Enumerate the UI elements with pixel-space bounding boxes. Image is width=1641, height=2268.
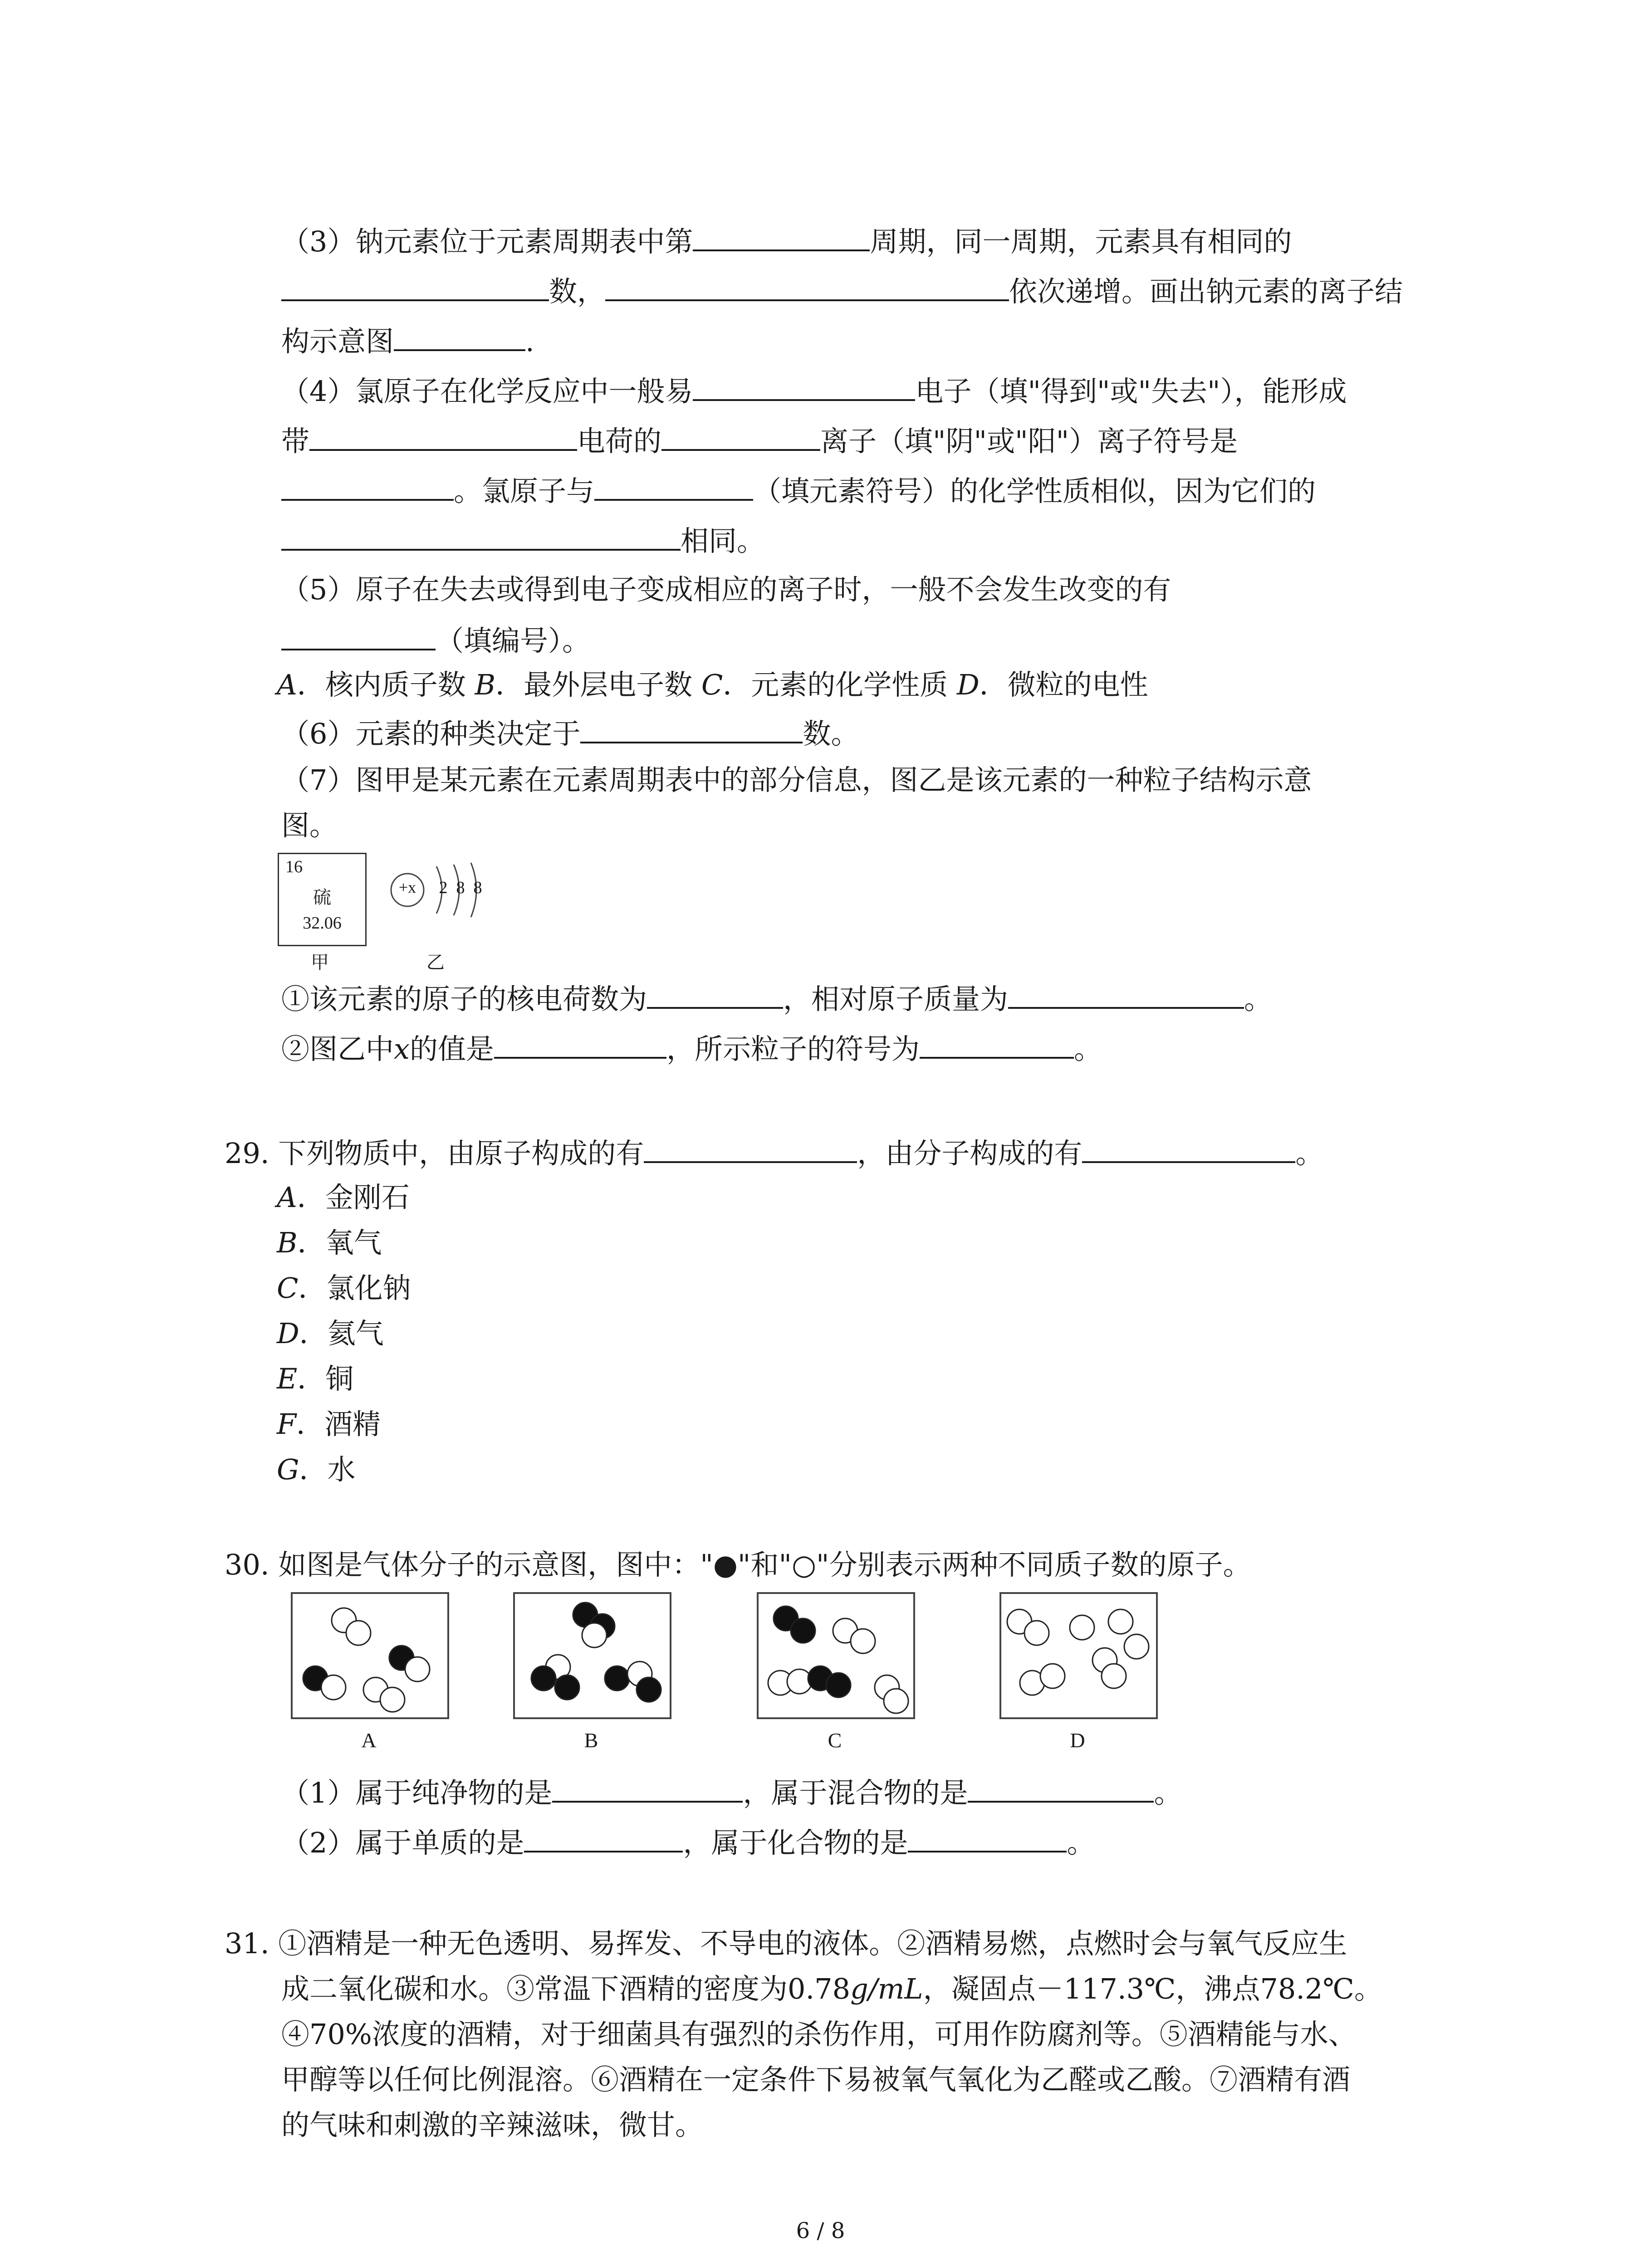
white-atom <box>405 1657 430 1681</box>
shell-electrons: 2 <box>439 878 448 897</box>
molecule-diagrams <box>281 1592 1166 1742</box>
molecule-box-a <box>292 1593 448 1718</box>
black-atom <box>555 1675 579 1700</box>
q31-line4: 甲醇等以任何比例混溶。⑥酒精在一定条件下易被氧气氧化为乙醛或乙酸。⑦酒精有酒 <box>281 2063 1351 2096</box>
q31-line1: 31. ①酒精是一种无色透明、易挥发、不导电的液体。②酒精易燃，点燃时会与氧气反应生 <box>225 1927 1347 1960</box>
answer-blank[interactable] <box>605 272 1009 301</box>
molecule-box-c <box>758 1593 914 1718</box>
answer-blank[interactable] <box>524 1823 683 1853</box>
q28-p3-line1: （3）钠元素位于元素周期表中第 周期，同一周期，元素具有相同的 <box>281 222 1292 260</box>
molecule-box-b <box>514 1593 671 1718</box>
q28-p4-line3: 。氯原子与 （填元素符号）的化学性质相似，因为它们的 <box>281 472 1316 509</box>
element-name: 硫 <box>313 887 331 908</box>
figure-caption-jia: 甲 <box>311 952 329 973</box>
q31-line2: 成二氧化碳和水。③常温下酒精的密度为0.78g/mL，凝固点－117.3℃，沸点78.2℃。 <box>281 1972 1382 2005</box>
q28-p5-line2: （填编号）。 <box>281 621 590 659</box>
white-atom <box>884 1689 908 1713</box>
black-atom <box>826 1673 851 1697</box>
shell-electrons: 8 <box>473 878 482 897</box>
black-atom <box>637 1677 661 1702</box>
q28-p7-line1: （7）图甲是某元素在元素周期表中的部分信息，图乙是该元素的一种粒子结构示意 <box>281 763 1312 797</box>
q30-p1: （1）属于纯净物的是 ，属于混合物的是 。 <box>281 1774 1182 1811</box>
white-atom <box>1040 1664 1065 1688</box>
box-label: D <box>1070 1729 1085 1752</box>
q31-line3: ④70%浓度的酒精，对于细菌具有强烈的杀伤作用，可用作防腐剂等。⑤酒精能与水、 <box>281 2018 1357 2051</box>
answer-blank[interactable] <box>309 422 577 451</box>
answer-blank[interactable] <box>920 1030 1074 1059</box>
black-atom <box>531 1666 556 1691</box>
white-atom <box>1108 1609 1133 1634</box>
q31-line5: 的气味和刺激的辛辣滋味，微甘。 <box>281 2108 704 2141</box>
white-atom <box>321 1675 346 1700</box>
q29-option: C．氯化钠 <box>277 1271 411 1305</box>
q29-option: G．水 <box>277 1453 356 1486</box>
answer-blank[interactable] <box>281 522 681 551</box>
figure-caption-yi: 乙 <box>426 952 445 973</box>
white-atom <box>1024 1621 1049 1645</box>
white-atom <box>1124 1634 1149 1659</box>
answer-blank[interactable] <box>1082 1134 1295 1163</box>
answer-blank[interactable] <box>908 1823 1067 1853</box>
q30-p2: （2）属于单质的是 ，属于化合物的是 。 <box>281 1823 1095 1861</box>
q28-p7-sub1: ①该元素的原子的核电荷数为 ，相对原子质量为 。 <box>281 980 1272 1017</box>
q28-p7-line2: 图。 <box>281 809 338 842</box>
answer-blank[interactable] <box>552 1774 743 1803</box>
answer-blank[interactable] <box>1008 980 1244 1009</box>
box-label: C <box>828 1729 842 1752</box>
answer-blank[interactable] <box>281 272 549 301</box>
q28-p7-sub2: ②图乙中x的值是 ，所示粒子的符号为 。 <box>281 1030 1102 1067</box>
q28-p3-line2: 数， 依次递增。画出钠元素的离子结 <box>281 272 1403 310</box>
q28-p3-line3: 构示意图 . <box>281 322 534 360</box>
q29-option: B．氧气 <box>277 1226 382 1259</box>
periodic-table-cell-figure <box>278 853 367 946</box>
answer-blank[interactable] <box>693 222 870 251</box>
answer-blank[interactable] <box>281 621 436 650</box>
nucleus-charge: +x <box>398 878 416 896</box>
answer-blank[interactable] <box>647 980 783 1009</box>
page-number: 6 / 8 <box>796 2218 845 2244</box>
q28-p6: （6）元素的种类决定于 数。 <box>281 714 859 752</box>
atomic-number: 16 <box>285 857 303 876</box>
answer-blank[interactable] <box>644 1134 857 1163</box>
q29-option: D．氦气 <box>277 1317 384 1350</box>
q28-p5-options: A．核内质子数 B．最外层电子数 C．元素的化学性质 D．微粒的电性 <box>277 668 1148 701</box>
q29-option: A．金刚石 <box>277 1181 410 1214</box>
q28-p4-line2: 带 电荷的 离子（填"阴"或"阳"）离子符号是 <box>281 422 1238 459</box>
answer-blank[interactable] <box>394 322 525 351</box>
q30-stem: 30. 如图是气体分子的示意图，图中："●"和"○"分别表示两种不同质子数的原子。 <box>225 1548 1251 1581</box>
answer-blank[interactable] <box>281 472 454 501</box>
white-atom <box>346 1621 371 1645</box>
q28-p4-line4: 相同。 <box>281 522 765 559</box>
white-atom <box>582 1623 607 1647</box>
answer-blank[interactable] <box>661 422 820 451</box>
answer-blank[interactable] <box>594 472 753 501</box>
white-atom <box>380 1687 405 1712</box>
answer-blank[interactable] <box>968 1774 1154 1803</box>
black-atom <box>605 1666 629 1691</box>
answer-blank[interactable] <box>494 1030 666 1059</box>
black-atom <box>791 1618 815 1643</box>
answer-blank[interactable] <box>580 714 803 743</box>
molecule-box-d <box>1000 1593 1157 1718</box>
white-atom <box>1102 1664 1126 1688</box>
q29-option: F．酒精 <box>277 1408 381 1441</box>
q28-p5-line1: （5）原子在失去或得到电子变成相应的离子时，一般不会发生改变的有 <box>281 573 1171 606</box>
box-label: A <box>361 1729 377 1752</box>
atomic-mass: 32.06 <box>303 914 342 933</box>
q28-p4-line1: （4）氯原子在化学反应中一般易 电子（填"得到"或"失去"），能形成 <box>281 372 1347 410</box>
white-atom <box>851 1629 875 1653</box>
box-label: B <box>584 1729 598 1752</box>
answer-blank[interactable] <box>693 372 915 401</box>
shell-electrons: 8 <box>456 878 465 897</box>
q29-stem: 29. 下列物质中，由原子构成的有 ，由分子构成的有 。 <box>225 1134 1323 1172</box>
white-atom <box>1070 1615 1094 1640</box>
q29-option: E．铜 <box>277 1362 354 1395</box>
